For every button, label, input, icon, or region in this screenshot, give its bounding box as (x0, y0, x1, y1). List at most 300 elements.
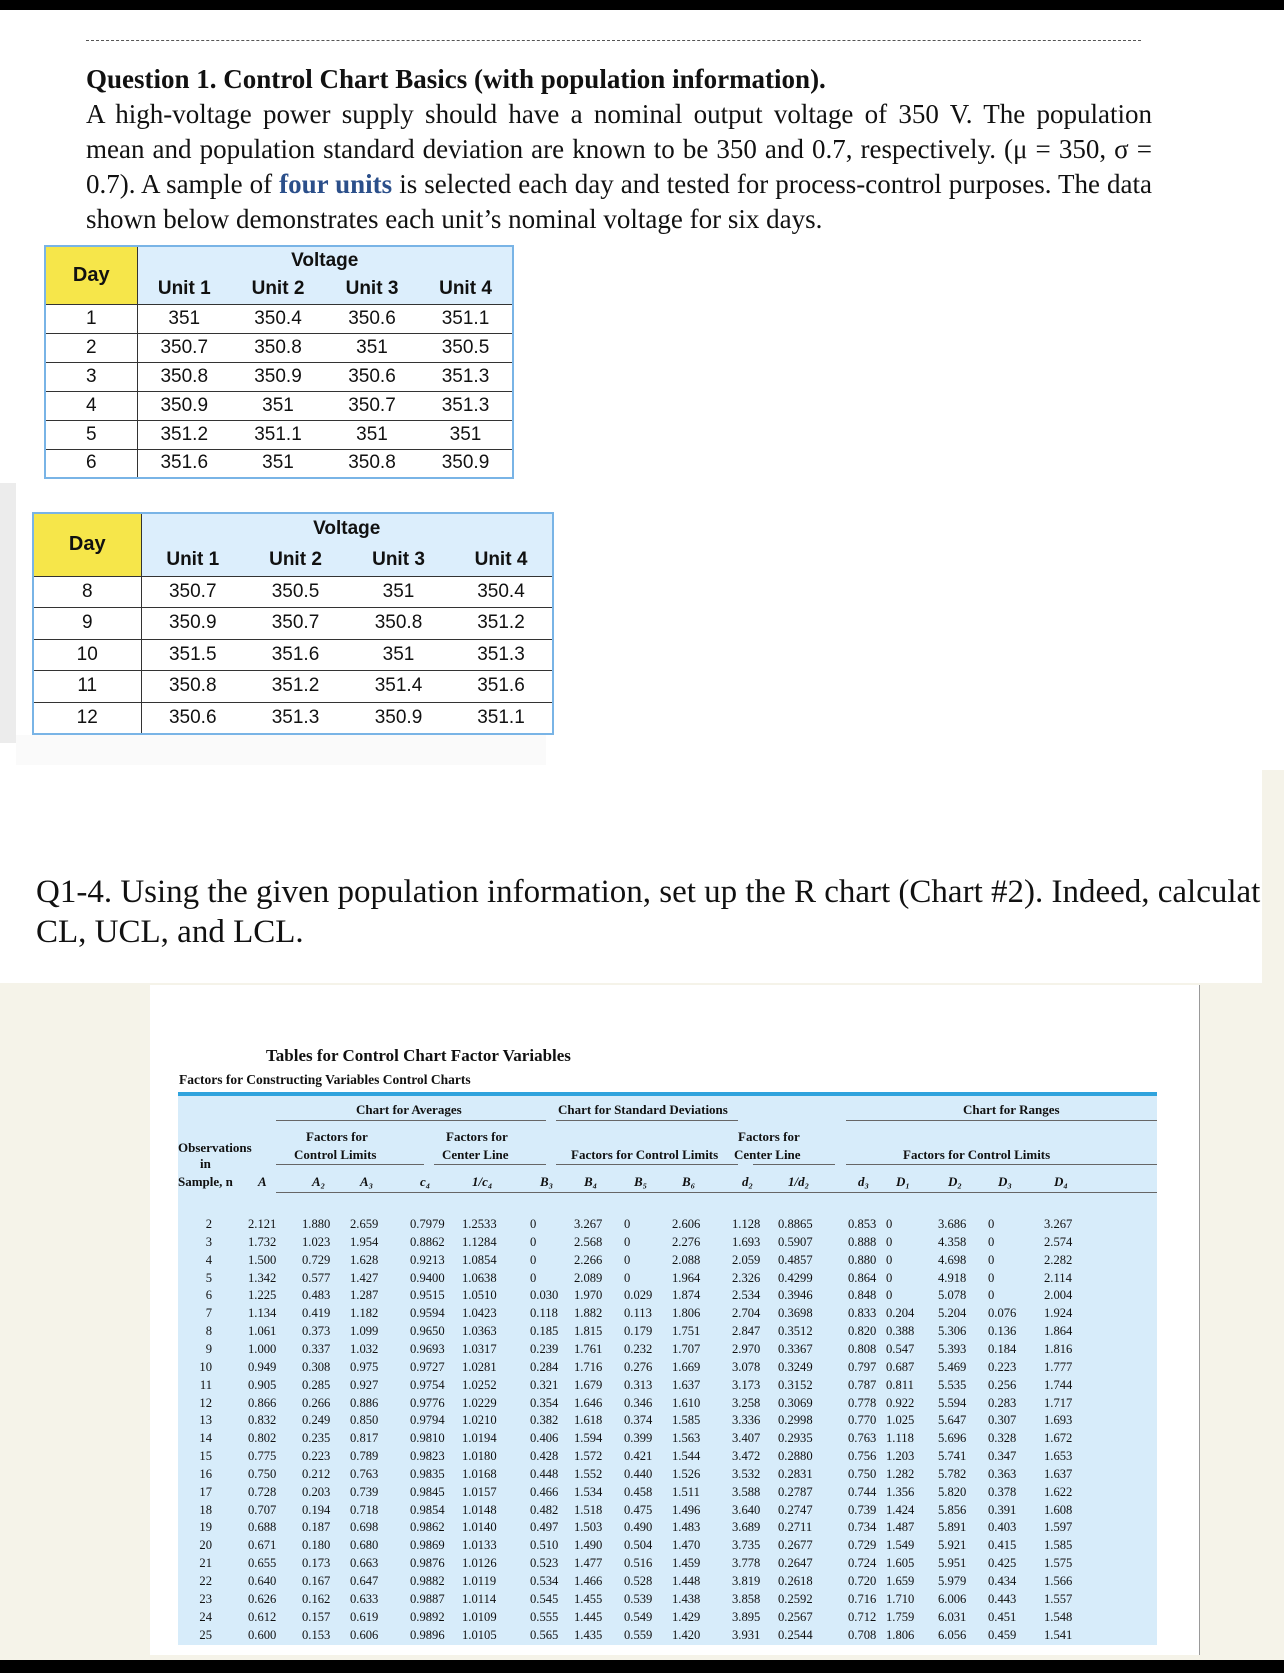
factor-cell: 0.744 (848, 1484, 877, 1499)
question-1-body-part2: is selected each day and tested for process-control purposes. The data shown below demonstrates each unit’s nominal voltage for six days. (86, 169, 1152, 234)
factor-cell: 1.061 (248, 1324, 277, 1339)
column-header: D₄ (1054, 1174, 1068, 1189)
screenshot-edge (0, 483, 16, 743)
factor-cell: 1.511 (672, 1484, 700, 1499)
factor-cell: 6.006 (938, 1591, 967, 1606)
table-row (178, 1235, 1157, 1253)
voltage-cell: 351.2 (450, 608, 553, 640)
voltage-cell: 350.9 (374, 706, 423, 728)
factor-cell: 1.282 (886, 1466, 915, 1481)
voltage-cell: 351.4 (347, 671, 450, 703)
factor-cell: 1.552 (574, 1466, 603, 1481)
factor-cell: 1.483 (672, 1520, 701, 1535)
factor-cell: 0.399 (624, 1431, 653, 1446)
factor-cell: 0 (988, 1234, 995, 1249)
factor-cell: 1.618 (574, 1413, 603, 1428)
factor-cell: 0 (530, 1252, 537, 1267)
factor-cell: 1.874 (672, 1288, 701, 1303)
factor-cell: 3.532 (732, 1466, 761, 1481)
factor-cell: 0.787 (848, 1377, 877, 1392)
factor-cell: 3.689 (732, 1520, 761, 1535)
day-cell: 6 (45, 449, 137, 478)
factor-cell: 0.9869 (410, 1538, 445, 1553)
factor-cell: 1.815 (574, 1324, 603, 1339)
factor-cell: 1.653 (1044, 1449, 1073, 1464)
factor-cell: 0.9794 (410, 1413, 445, 1428)
sample-size-cell: 11 (199, 1377, 212, 1392)
factor-cell: 0.539 (624, 1591, 653, 1606)
voltage-cell: 351.5 (141, 639, 244, 671)
voltage-header: Voltage (137, 246, 513, 275)
sub-rule (276, 1164, 424, 1165)
factor-cell: 0 (886, 1270, 893, 1285)
factor-cell: 0.328 (988, 1431, 1017, 1446)
factor-cell: 0.523 (530, 1556, 559, 1571)
question-1-4 (36, 872, 1284, 952)
factor-cell: 0.9862 (410, 1520, 445, 1535)
factor-cell: 0.363 (988, 1466, 1017, 1481)
factor-cell: 4.358 (938, 1234, 967, 1249)
column-header: d₃ (858, 1174, 870, 1189)
factor-cell: 0 (530, 1270, 537, 1285)
factor-cell: 1.0194 (462, 1431, 497, 1446)
sample-size-cell: 12 (199, 1395, 212, 1410)
factor-cell: 0.9727 (410, 1359, 445, 1374)
factor-cell: 1.557 (1044, 1591, 1073, 1606)
voltage-cell: 351 (137, 304, 231, 333)
factor-cell: 0.421 (624, 1449, 653, 1464)
voltage-cell: 351.1 (231, 420, 325, 449)
factor-cell: 3.931 (732, 1627, 761, 1642)
voltage-table-2-body (33, 576, 553, 734)
column-header: c₄ (420, 1174, 431, 1189)
sub-control-r: Factors for Control Limits (903, 1147, 1051, 1162)
factor-cell: 3.819 (732, 1574, 761, 1588)
factor-cell: 1.438 (672, 1591, 701, 1606)
factor-cell: 0.030 (530, 1288, 559, 1303)
factor-cell: 2.121 (248, 1217, 277, 1231)
factor-cell: 0 (886, 1217, 893, 1231)
factor-cell: 0.739 (848, 1502, 877, 1517)
factor-cell: 0.905 (248, 1377, 277, 1392)
table-row (178, 1306, 1157, 1324)
group-ranges-rule (846, 1120, 1157, 1121)
unit-header: Unit 4 (450, 545, 553, 577)
group-averages-rule (276, 1120, 546, 1121)
factor-cell: 0.724 (848, 1556, 877, 1571)
column-header: D₁ (896, 1174, 910, 1189)
table-row (178, 1253, 1157, 1271)
column-header: B₄ (584, 1174, 598, 1189)
factor-cell: 0.118 (530, 1306, 558, 1321)
factor-cell: 0.763 (350, 1466, 379, 1481)
factor-cell: 0.239 (530, 1341, 559, 1356)
factor-cell: 0.428 (530, 1449, 559, 1464)
sample-size-cell: 13 (199, 1413, 212, 1428)
factor-cell: 0.475 (624, 1502, 653, 1517)
voltage-cell: 350.8 (347, 608, 450, 640)
table-row (178, 1592, 1157, 1610)
factor-cell: 1.0148 (462, 1502, 497, 1517)
factor-cell: 0 (988, 1252, 995, 1267)
sample-size-cell: 9 (205, 1341, 212, 1356)
voltage-cell: 350.9 (137, 391, 231, 420)
question-1-highlight: four units (279, 169, 393, 199)
day-cell: 8 (33, 576, 141, 608)
factor-cell: 1.0126 (462, 1556, 497, 1571)
factor-cell: 0.797 (848, 1359, 877, 1374)
factor-cell: 1.0229 (462, 1395, 497, 1410)
factor-cell: 0.647 (350, 1574, 379, 1588)
factor-cell: 0.256 (988, 1377, 1017, 1392)
sub-center-avg-2: Center Line (442, 1147, 509, 1162)
factor-cell: 3.778 (732, 1556, 761, 1571)
sample-size-cell: 15 (199, 1449, 212, 1464)
factor-cell: 5.647 (938, 1413, 967, 1428)
factor-cell: 1.420 (672, 1627, 701, 1642)
factor-cell: 1.563 (672, 1431, 701, 1446)
sub-center-r-1: Factors for (738, 1129, 800, 1144)
factor-cell: 1.637 (1044, 1466, 1073, 1481)
factor-cell: 0 (886, 1288, 893, 1303)
factor-cell: 1.0854 (462, 1252, 497, 1267)
factor-cell: 1.882 (574, 1306, 603, 1321)
factor-cell: 4.918 (938, 1270, 967, 1285)
factor-cell: 0 (624, 1234, 631, 1249)
factor-cell: 0.8862 (410, 1234, 445, 1249)
factor-cell: 0.750 (248, 1466, 277, 1481)
factor-cell: 1.500 (248, 1252, 277, 1267)
table-row (45, 333, 513, 362)
factor-cell: 1.429 (672, 1609, 701, 1624)
factor-cell: 0 (886, 1234, 893, 1249)
factor-cell: 0.162 (302, 1591, 331, 1606)
factor-cell: 0.975 (350, 1359, 379, 1374)
factor-cell: 1.541 (1044, 1627, 1073, 1642)
factor-cell: 0.346 (624, 1395, 653, 1410)
voltage-cell: 351.3 (419, 362, 513, 391)
table-row (45, 362, 513, 391)
factor-cell: 3.078 (732, 1359, 761, 1374)
factor-cell: 0.763 (848, 1431, 877, 1446)
factor-cell: 1.761 (574, 1341, 603, 1356)
factor-cell: 0.720 (848, 1574, 877, 1588)
day-cell: 2 (45, 333, 137, 362)
voltage-cell: 351.3 (419, 391, 513, 420)
factor-cell: 1.342 (248, 1270, 277, 1285)
voltage-cell: 350.8 (141, 671, 244, 703)
factor-cell: 0.2880 (778, 1449, 813, 1464)
sub-rule (434, 1164, 546, 1165)
factor-cell: 1.732 (248, 1234, 277, 1249)
factor-cell: 0.2711 (778, 1520, 813, 1535)
factor-cell: 1.128 (732, 1217, 761, 1231)
factor-cell: 1.000 (248, 1341, 277, 1356)
factor-cell: 0.2544 (778, 1627, 813, 1642)
sample-size-cell: 19 (199, 1520, 212, 1535)
factor-cell: 2.704 (732, 1306, 761, 1321)
factor-cell: 0.9650 (410, 1324, 445, 1339)
sample-size-cell: 10 (199, 1359, 212, 1374)
factor-cell: 0.9810 (410, 1431, 445, 1446)
voltage-cell: 351.3 (450, 639, 553, 671)
day-cell: 5 (45, 420, 137, 449)
factor-cell: 1.575 (1044, 1556, 1073, 1571)
day-cell: 3 (45, 362, 137, 391)
factor-cell: 0.276 (624, 1359, 653, 1374)
factor-cell: 0.235 (302, 1431, 331, 1446)
factor-cell: 0.451 (988, 1609, 1017, 1624)
factor-cell: 1.0114 (462, 1591, 497, 1606)
factor-cell: 0 (988, 1270, 995, 1285)
factor-table-subtitle: Factors for Constructing Variables Control Charts (179, 1072, 471, 1087)
table-row (178, 1431, 1157, 1449)
factor-cell: 0.927 (350, 1377, 379, 1392)
factor-cell: 1.806 (886, 1627, 915, 1642)
factor-cell: 1.470 (672, 1538, 701, 1553)
voltage-cell: 350.9 (231, 362, 325, 391)
sample-size-cell: 16 (199, 1466, 212, 1481)
factor-cell: 1.0363 (462, 1324, 497, 1339)
day-cell: 9 (33, 608, 141, 640)
factor-cell: 1.880 (302, 1217, 331, 1231)
sample-size-cell: 3 (205, 1234, 212, 1249)
factor-cell: 5.820 (938, 1484, 967, 1499)
factor-cell: 1.585 (672, 1413, 701, 1428)
sample-size-cell: 17 (199, 1484, 212, 1499)
factor-cell: 0.708 (848, 1627, 877, 1642)
sub-rule (753, 1164, 835, 1165)
factor-cell: 0.153 (302, 1627, 331, 1642)
factor-cell: 3.407 (732, 1431, 761, 1446)
factor-cell: 0.448 (530, 1466, 559, 1481)
factor-cell: 0.559 (624, 1627, 653, 1642)
factor-cell: 2.534 (732, 1288, 761, 1303)
sample-size-cell: 6 (205, 1288, 212, 1303)
table-row (45, 420, 513, 449)
factor-cell: 0.313 (624, 1377, 653, 1392)
factor-cell: 0 (886, 1252, 893, 1267)
sample-size-cell: 2 (205, 1217, 212, 1231)
sub-rule (846, 1164, 1157, 1165)
factor-cell: 0.373 (302, 1324, 331, 1339)
factor-cell: 1.477 (574, 1556, 603, 1571)
factor-cell: 0.459 (988, 1627, 1017, 1642)
factor-cell: 3.336 (732, 1413, 761, 1428)
factor-cell: 0 (530, 1234, 537, 1249)
factor-cell: 0.076 (988, 1306, 1017, 1321)
factor-cell: 0.2647 (778, 1556, 813, 1571)
column-header: 1/d₂ (788, 1174, 810, 1189)
factor-cell: 3.267 (1044, 1217, 1073, 1231)
factor-cell: 0.547 (886, 1341, 915, 1356)
table-row (178, 1324, 1157, 1342)
factor-cell: 1.0140 (462, 1520, 497, 1535)
factor-cell: 1.2533 (462, 1217, 497, 1231)
table-row (178, 1610, 1157, 1628)
factor-cell: 0.848 (848, 1288, 877, 1303)
factor-cell: 0.545 (530, 1591, 559, 1606)
factor-cell: 1.572 (574, 1449, 603, 1464)
factor-cell: 1.0317 (462, 1341, 497, 1356)
table-row (178, 1503, 1157, 1521)
column-header: B₅ (634, 1174, 648, 1189)
factor-cell: 1.605 (886, 1556, 915, 1571)
factor-cell: 1.0119 (462, 1574, 497, 1588)
question-1-title: Question 1. Control Chart Basics (with population information). (86, 64, 826, 94)
table-row (178, 1485, 1157, 1503)
voltage-table-1-body (45, 304, 513, 478)
factor-cell: 0.756 (848, 1449, 877, 1464)
factor-cell: 5.891 (938, 1520, 967, 1535)
factor-cell: 0.734 (848, 1520, 877, 1535)
factor-cell: 0.707 (248, 1502, 277, 1517)
sample-size-cell: 18 (199, 1502, 212, 1517)
sub-center-avg-1: Factors for (446, 1129, 508, 1144)
factor-cell: 1.203 (886, 1449, 915, 1464)
factor-cell: 0.232 (624, 1341, 653, 1356)
factor-cell: 0.808 (848, 1341, 877, 1356)
factor-cell: 0.534 (530, 1574, 559, 1588)
factor-cell: 2.004 (1044, 1288, 1073, 1303)
factor-cell: 2.282 (1044, 1252, 1073, 1267)
factor-cell: 0.9754 (410, 1377, 445, 1392)
factor-cell: 1.455 (574, 1591, 603, 1606)
factor-cell: 2.568 (574, 1234, 603, 1249)
factor-cell: 0.9213 (410, 1252, 445, 1267)
factor-cell: 0.443 (988, 1591, 1017, 1606)
factor-cell: 0.284 (530, 1359, 559, 1374)
voltage-cell: 351.2 (137, 420, 231, 449)
sample-size-cell: 23 (199, 1591, 212, 1606)
factor-cell: 0.802 (248, 1431, 277, 1446)
table-row (45, 449, 513, 478)
voltage-cell: 350.8 (231, 333, 325, 362)
obs-label-1: Observations (178, 1140, 252, 1155)
factor-cell: 0.3249 (778, 1359, 813, 1374)
factor-cell: 0.888 (848, 1234, 877, 1249)
day-header: Day (45, 246, 137, 304)
factor-cell: 0.194 (302, 1502, 331, 1517)
factor-cell: 1.032 (350, 1341, 379, 1356)
factor-cell: 0.886 (350, 1395, 379, 1410)
table-row (33, 639, 553, 671)
factor-cell: 1.490 (574, 1538, 603, 1553)
factor-cell: 0.9845 (410, 1484, 445, 1499)
factor-cell: 0.113 (624, 1306, 652, 1321)
factor-cell: 1.0109 (462, 1609, 497, 1624)
voltage-table-days-8-12 (32, 512, 554, 735)
factor-cell: 0.266 (302, 1395, 331, 1410)
factor-cell: 0.458 (624, 1484, 653, 1499)
factor-cell: 1.435 (574, 1627, 603, 1642)
factor-table-title: Tables for Control Chart Factor Variables (266, 1046, 571, 1065)
voltage-cell: 350.8 (137, 362, 231, 391)
factor-cell: 0.497 (530, 1520, 559, 1535)
factor-cell: 0.483 (302, 1288, 331, 1303)
factor-cell: 0.179 (624, 1324, 653, 1339)
factor-cell: 0.419 (302, 1306, 331, 1321)
factor-cell: 0.619 (350, 1609, 379, 1624)
factor-cell: 2.970 (732, 1341, 761, 1356)
factor-cell: 5.979 (938, 1574, 967, 1588)
factor-cell: 1.0168 (462, 1466, 497, 1481)
factor-cell: 0.3946 (778, 1288, 813, 1303)
factor-cell: 0.671 (248, 1538, 277, 1553)
factor-cell: 0.3152 (778, 1377, 813, 1392)
factor-cell: 1.496 (672, 1502, 701, 1517)
factor-cell: 1.448 (672, 1574, 701, 1588)
group-stddev: Chart for Standard Deviations (558, 1102, 728, 1117)
group-averages: Chart for Averages (356, 1102, 462, 1117)
factor-cell: 0.739 (350, 1484, 379, 1499)
column-header: D₂ (948, 1174, 962, 1189)
sample-size-cell: 24 (199, 1609, 212, 1624)
voltage-cell: 350.7 (137, 333, 231, 362)
sub-factors-limits-avg-1: Factors for (306, 1129, 368, 1144)
factor-cell: 0.9594 (410, 1306, 445, 1321)
factor-cell: 6.056 (938, 1627, 967, 1642)
factor-cell: 1.710 (886, 1591, 915, 1606)
factor-cell: 0.9823 (410, 1449, 445, 1464)
factor-cell: 5.856 (938, 1502, 967, 1517)
factor-cell: 1.503 (574, 1520, 603, 1535)
factor-cell: 0.626 (248, 1591, 277, 1606)
factor-table-header (178, 1096, 1157, 1207)
factor-cell: 0.504 (624, 1538, 653, 1553)
factor-cell: 0.187 (302, 1520, 331, 1535)
factor-cell: 0.9876 (410, 1556, 445, 1571)
factor-cell: 0.688 (248, 1520, 277, 1535)
factor-cell: 0.577 (302, 1270, 331, 1285)
table-row (178, 1449, 1157, 1467)
factor-cell: 0.750 (848, 1466, 877, 1481)
factor-cell: 0.633 (350, 1591, 379, 1606)
factor-cell: 0.820 (848, 1324, 877, 1339)
factor-cell: 0 (988, 1217, 995, 1231)
table-row (178, 1288, 1157, 1306)
table-row (178, 1342, 1157, 1360)
factor-cell: 0.600 (248, 1627, 277, 1642)
factor-cell: 0.283 (988, 1395, 1017, 1410)
unit-header: Unit 2 (231, 275, 325, 304)
factor-cell: 0.2998 (778, 1413, 813, 1428)
factor-cell: 1.608 (1044, 1502, 1073, 1517)
voltage-cell: 351 (347, 576, 450, 608)
factor-cell: 2.326 (732, 1270, 761, 1285)
table-row (33, 576, 553, 608)
day-header: Day (33, 513, 141, 576)
factor-cell: 0.415 (988, 1538, 1017, 1553)
factor-cell: 1.970 (574, 1288, 603, 1303)
factor-cell: 0.680 (350, 1538, 379, 1553)
sample-size-cell: 25 (199, 1627, 212, 1642)
voltage-cell: 350.4 (231, 304, 325, 333)
voltage-cell: 351.6 (160, 452, 209, 474)
factor-cell: 1.751 (672, 1324, 701, 1339)
factor-cell: 1.585 (1044, 1538, 1073, 1553)
column-header: A₃ (360, 1174, 374, 1189)
factor-cell: 0.770 (848, 1413, 877, 1428)
factor-cell: 0.817 (350, 1431, 379, 1446)
factor-cell: 1.0510 (462, 1288, 497, 1303)
factor-cell: 1.707 (672, 1341, 701, 1356)
factor-cell: 0.2618 (778, 1574, 813, 1588)
factor-cell: 0.712 (848, 1609, 877, 1624)
factor-cell: 0.864 (848, 1270, 877, 1285)
sample-size-cell: 22 (199, 1574, 212, 1588)
voltage-cell: 350.6 (325, 304, 419, 333)
